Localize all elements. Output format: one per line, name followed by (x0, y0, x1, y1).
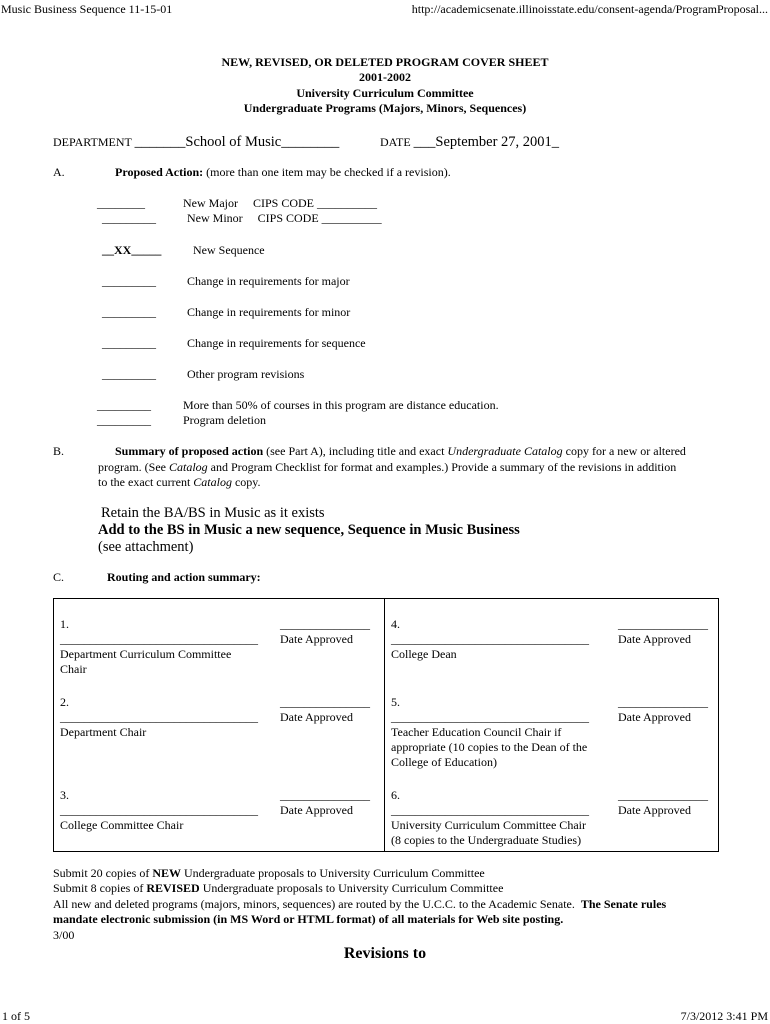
browser-header-url: http://academicsenate.illinoisstate.edu/consent-agenda/ProgramProposal... (411, 2, 768, 16)
section-a-letter: A. (53, 165, 65, 179)
signature-line: _________________________________ (391, 710, 589, 724)
date-line: _______________ (618, 695, 708, 709)
summary-heading: Summary of proposed action (115, 444, 264, 458)
option-label: Change in requirements for sequence (187, 336, 366, 350)
note-emphasis: REVISED (146, 881, 200, 895)
date-line: _______________ (280, 788, 370, 802)
department-label: DEPARTMENT (53, 135, 132, 149)
date-approved-label: Date Approved (280, 803, 353, 817)
option-mark: _________ (102, 336, 156, 350)
note-emphasis: The Senate rules (580, 897, 667, 911)
approver-title: College Dean (391, 647, 457, 661)
summary-text: (see Part A), including title and exact (263, 444, 448, 458)
date-approved-label: Date Approved (280, 632, 353, 646)
option-mark-selected: __XX_____ (102, 243, 162, 257)
approver-title: Department Chair (60, 725, 147, 739)
summary-text: to the exact current (98, 475, 194, 489)
signature-line: _________________________________ (60, 710, 258, 724)
routing-cell-6 (391, 788, 589, 848)
program-type: Undergraduate Programs (Majors, Minors, Sequences) (243, 101, 527, 115)
note-text: Submit 8 copies of (53, 881, 147, 895)
option-mark: _________ (102, 211, 156, 225)
browser-header-title: Music Business Sequence 11-15-01 (1, 2, 173, 16)
date-approved-5 (618, 695, 708, 725)
routing-heading: Routing and action summary: (107, 570, 261, 584)
note-text: Undergraduate proposals to University Curriculum Committee (199, 881, 504, 895)
note-text: Submit 20 copies of (53, 866, 153, 880)
option-mark: _________ (102, 367, 156, 381)
answer-see-attachment: (see attachment) (98, 539, 194, 555)
department-field (53, 134, 339, 151)
routing-cell-5 (391, 695, 589, 770)
step-number: 3. (60, 788, 69, 802)
page-number: 1 of 5 (2, 1009, 30, 1023)
date-approved-2 (280, 695, 370, 725)
approver-title: Teacher Education Council Chair if (391, 725, 562, 739)
date-approved-label: Date Approved (618, 632, 691, 646)
approver-title: University Curriculum Committee Chair (391, 818, 586, 832)
note-text: All new and deleted programs (majors, minors, sequences) are routed by the U.C.C. to the Academic Senate. (53, 897, 581, 911)
section-a-heading (115, 165, 451, 179)
step-number: 4. (391, 617, 400, 631)
date-line: _______________ (280, 695, 370, 709)
committee-name: University Curriculum Committee (296, 86, 474, 100)
answer-add-sequence: Add to the BS in Music a new sequence, Sequence in Music Business (98, 522, 520, 538)
date-value: ___September 27, 2001_ (413, 134, 560, 150)
proposed-action-note: (more than one item may be checked if a revision). (203, 165, 451, 179)
option-label: Program deletion (183, 413, 266, 427)
senate-rules-note: mandate electronic submission (in MS Word or HTML format) of all materials for Web site posting. (53, 912, 564, 926)
section-b-letter: B. (53, 444, 65, 458)
section-b-line3 (98, 475, 261, 489)
option-label: New Major CIPS CODE __________ (183, 196, 377, 210)
date-label: DATE (380, 135, 411, 149)
summary-text: copy. (231, 475, 261, 489)
approver-title: College Committee Chair (60, 818, 184, 832)
routing-cell-1 (60, 617, 258, 677)
approver-title: College of Education) (391, 755, 497, 769)
routing-table-divider (384, 598, 385, 851)
proposed-action-label: Proposed Action: (115, 165, 204, 179)
option-label: Change in requirements for minor (187, 305, 351, 319)
date-approved-4 (618, 617, 708, 647)
section-b-line1 (115, 444, 686, 458)
approver-title: appropriate (10 copies to the Dean of the (391, 740, 588, 754)
option-label: Other program revisions (187, 367, 305, 381)
step-number: 6. (391, 788, 400, 802)
step-number: 1. (60, 617, 69, 631)
date-line: _______________ (618, 788, 708, 802)
signature-line: _________________________________ (60, 632, 258, 646)
date-field (380, 134, 559, 151)
academic-year: 2001-2002 (359, 70, 411, 84)
date-approved-6 (618, 788, 708, 818)
approver-title: Department Curriculum Committee (60, 647, 232, 661)
option-mark: ________ (97, 196, 145, 210)
summary-text: and Program Checklist for format and examples.) Provide a summary of the revisions in addition (207, 460, 677, 474)
option-mark: _________ (102, 274, 156, 288)
cover-sheet-title: NEW, REVISED, OR DELETED PROGRAM COVER SHEET (221, 55, 549, 69)
submission-note-new (53, 866, 485, 880)
approver-title: Chair (60, 662, 87, 676)
date-approved-1 (280, 617, 370, 647)
catalog-title: Undergraduate Catalog (447, 444, 563, 458)
option-mark: _________ (97, 398, 151, 412)
option-label: More than 50% of courses in this program are distance education. (183, 398, 499, 412)
submission-note-revised (53, 881, 503, 895)
signature-line: _________________________________ (60, 803, 258, 817)
section-b-line2 (98, 460, 676, 474)
date-approved-label: Date Approved (618, 803, 691, 817)
routing-cell-3 (60, 788, 258, 833)
signature-line: _________________________________ (391, 632, 589, 646)
option-label: Change in requirements for major (187, 274, 350, 288)
option-mark: _________ (97, 413, 151, 427)
step-number: 5. (391, 695, 400, 709)
summary-text: program. (See (98, 460, 169, 474)
routing-cell-4 (391, 617, 589, 662)
note-emphasis: NEW (152, 866, 181, 880)
print-timestamp: 7/3/2012 3:41 PM (680, 1009, 768, 1023)
step-number: 2. (60, 695, 69, 709)
date-line: _______________ (280, 617, 370, 631)
option-label: New Minor CIPS CODE __________ (187, 211, 382, 225)
catalog-title: Catalog (168, 460, 208, 474)
signature-line: _________________________________ (391, 803, 589, 817)
option-mark: _________ (102, 305, 156, 319)
date-approved-3 (280, 788, 370, 818)
revisions-heading: Revisions to (343, 945, 427, 962)
routing-note (53, 897, 666, 911)
routing-cell-2 (60, 695, 258, 740)
department-value: _______School of Music________ (134, 134, 340, 150)
section-c-letter: C. (53, 570, 65, 584)
approver-title: (8 copies to the Undergraduate Studies) (391, 833, 582, 847)
summary-text: copy for a new or altered (562, 444, 686, 458)
answer-retain: Retain the BA/BS in Music as it exists (101, 505, 325, 521)
form-version: 3/00 (53, 928, 75, 942)
catalog-title: Catalog (193, 475, 232, 489)
note-text: Undergraduate proposals to University Curriculum Committee (181, 866, 485, 880)
date-line: _______________ (618, 617, 708, 631)
option-label: New Sequence (193, 243, 265, 257)
date-approved-label: Date Approved (618, 710, 691, 724)
date-approved-label: Date Approved (280, 710, 353, 724)
